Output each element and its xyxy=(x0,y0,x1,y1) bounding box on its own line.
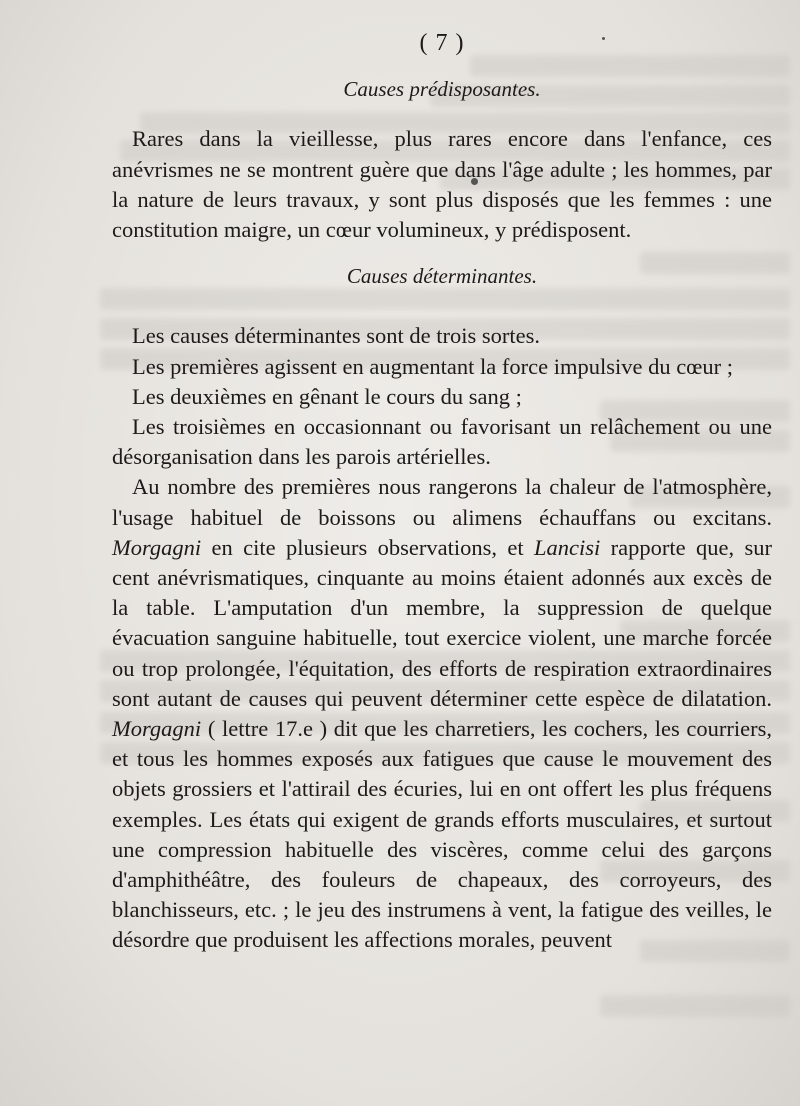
text-run: rapporte que, sur cent anévrismatiques, cinquante au moins étaient adonnés aux excès de la table. L'amputation d'un membre, la suppression de quelque évacuation sanguine habituelle, tout exercice violent, une marche forcée ou trop prolongée, l'équitation, des efforts de respiration extraordinaires sont autant de causes qui peuvent déterminer cette espèce de dilatation. xyxy=(112,534,772,711)
section-heading-determining: Causes déterminantes. xyxy=(346,264,538,289)
page-number: ( 7 ) xyxy=(419,30,465,56)
paragraph-determining-causes xyxy=(112,472,772,955)
text-run: Au nombre des premières nous rangerons la chaleur de l'atmosphère, l'usage habituel de boissons ou alimens échauffans ou excitans. xyxy=(112,474,772,530)
text-run: ( lettre 17.e ) dit que les charretiers, les cochers, les courriers, et tous les hommes exposés aux fatigues que cause le mouvement des objets grossiers et l'attirail des écuries, lui en ont offert les plus fréquens exemples. Les états qui exigent de grands efforts musculaires, et surtout une compression habituelle des viscères, comme celui des garçons d'amphithéâtre, des fouleurs de chapeaux, des corroyeurs, des blanchisseurs, etc. ; le jeu des instrumens à vent, la fatigue des veilles, le désordre que produisent les affections morales, peuvent xyxy=(112,716,772,953)
list-line: Les causes déterminantes sont de trois sortes. xyxy=(132,323,541,349)
paragraph-predisposing-causes: Rares dans la vieillesse, plus rares encore dans l'enfance, ces anévrismes ne se montrent guère que dans l'âge adulte ; les hommes, par la nature de leurs travaux, y sont plus disposés que les femmes : une constitution maigre, un cœur volumineux, y prédisposent. xyxy=(112,126,772,243)
list-line: Les deuxièmes en gênant le cours du sang ; xyxy=(132,383,522,409)
list-line: Les troisièmes en occasionnant ou favorisant un relâchement ou une désorganisation dans les parois artérielles. xyxy=(112,414,772,470)
section-heading-predisposing: Causes prédisposantes. xyxy=(343,77,541,102)
list-line: Les premières agissent en augmentant la force impulsive du cœur ; xyxy=(132,353,734,379)
author-name: Lancisi xyxy=(534,534,601,560)
text-run: en cite plusieurs observations, et xyxy=(201,534,535,560)
page-content xyxy=(112,22,772,956)
author-name: Morgagni xyxy=(112,716,202,742)
author-name: Morgagni xyxy=(112,534,202,560)
